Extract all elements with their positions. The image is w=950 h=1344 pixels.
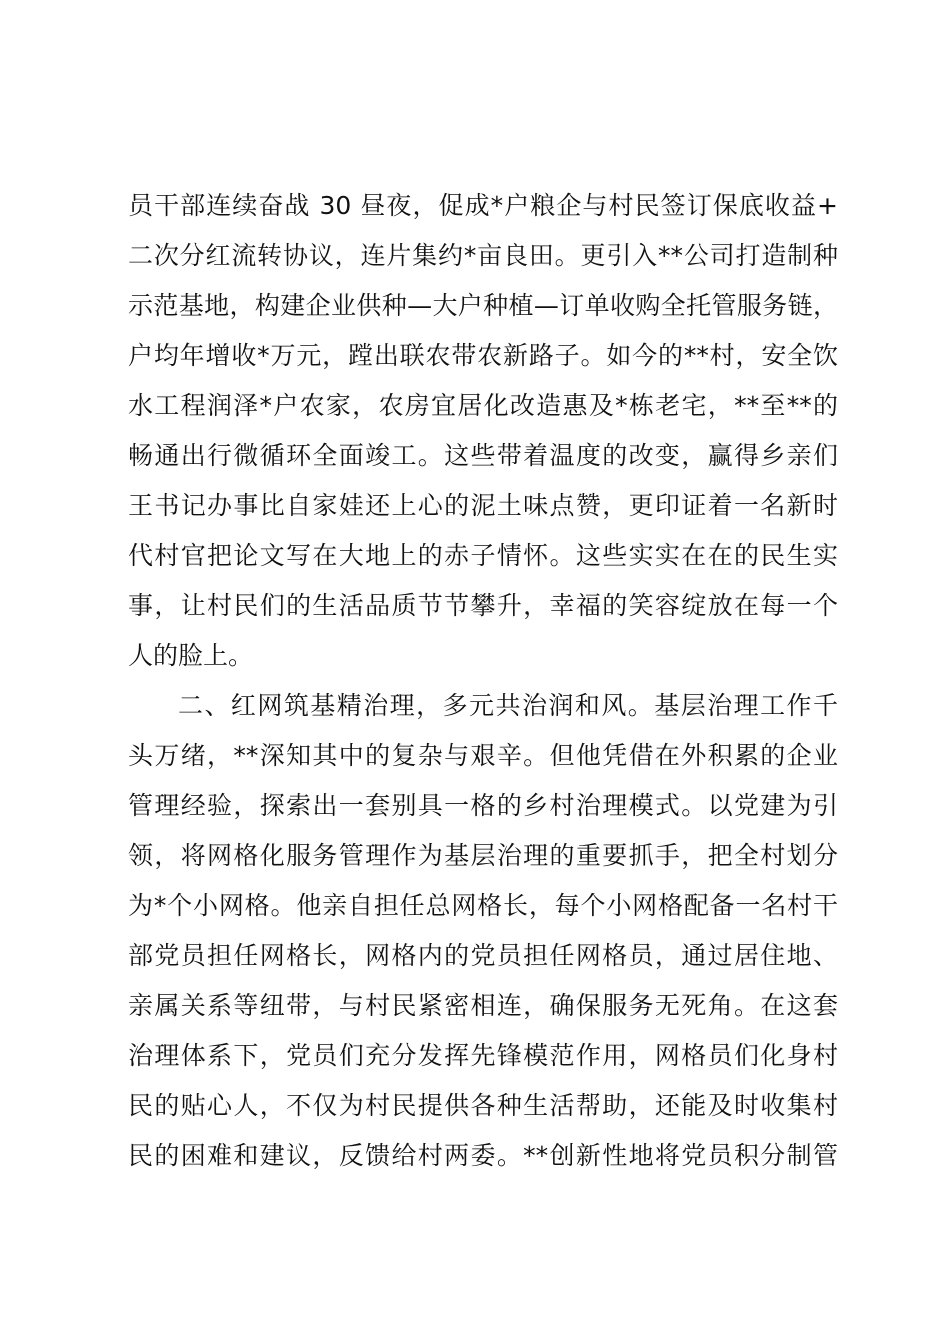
text-line: 管理经验，探索出一套别具一格的乡村治理模式。以党建为引 [128, 791, 838, 820]
text-line: 代村官把论文写在大地上的赤子情怀。这些实实在在的民生实 [128, 541, 838, 570]
text-line: 治理体系下，党员们充分发挥先锋模范作用，网格员们化身村 [128, 1041, 838, 1070]
text-line: 领，将网格化服务管理作为基层治理的重要抓手，把全村划分 [128, 841, 838, 870]
text-line: 为*个小网格。他亲自担任总网格长，每个小网格配备一名村干 [128, 891, 838, 920]
paragraph-heading-line: 二、红网筑基精治理，多元共治润和风。基层治理工作千 [178, 691, 838, 720]
text-line: 民的贴心人，不仅为村民提供各种生活帮助，还能及时收集村 [128, 1091, 838, 1120]
text-line: 王书记办事比自家娃还上心的泥土味点赞，更印证着一名新时 [128, 491, 838, 520]
text-line: 水工程润泽*户农家，农房宜居化改造惠及*栋老宅，**至**的 [128, 391, 838, 420]
text-line: 头万绪，**深知其中的复杂与艰辛。但他凭借在外积累的企业 [128, 741, 838, 770]
text-line: 民的困难和建议，反馈给村两委。**创新性地将党员积分制管 [128, 1141, 838, 1170]
text-line: 部党员担任网格长，网格内的党员担任网格员，通过居住地、 [128, 941, 838, 970]
text-line: 人的脸上。 [128, 641, 254, 670]
text-line: 户均年增收*万元，蹚出联农带农新路子。如今的**村，安全饮 [128, 341, 838, 370]
text-line: 事，让村民们的生活品质节节攀升，幸福的笑容绽放在每一个 [128, 591, 838, 620]
text-line: 员干部连续奋战 30 昼夜，促成*户粮企与村民签订保底收益+ [128, 191, 838, 220]
text-line: 畅通出行微循环全面竣工。这些带着温度的改变，赢得乡亲们 [128, 441, 838, 470]
text-line: 亲属关系等纽带，与村民紧密相连，确保服务无死角。在这套 [128, 991, 838, 1020]
text-line: 示范基地，构建企业供种—大户种植—订单收购全托管服务链， [128, 291, 838, 320]
text-line: 二次分红流转协议，连片集约*亩良田。更引入**公司打造制种 [128, 241, 838, 270]
